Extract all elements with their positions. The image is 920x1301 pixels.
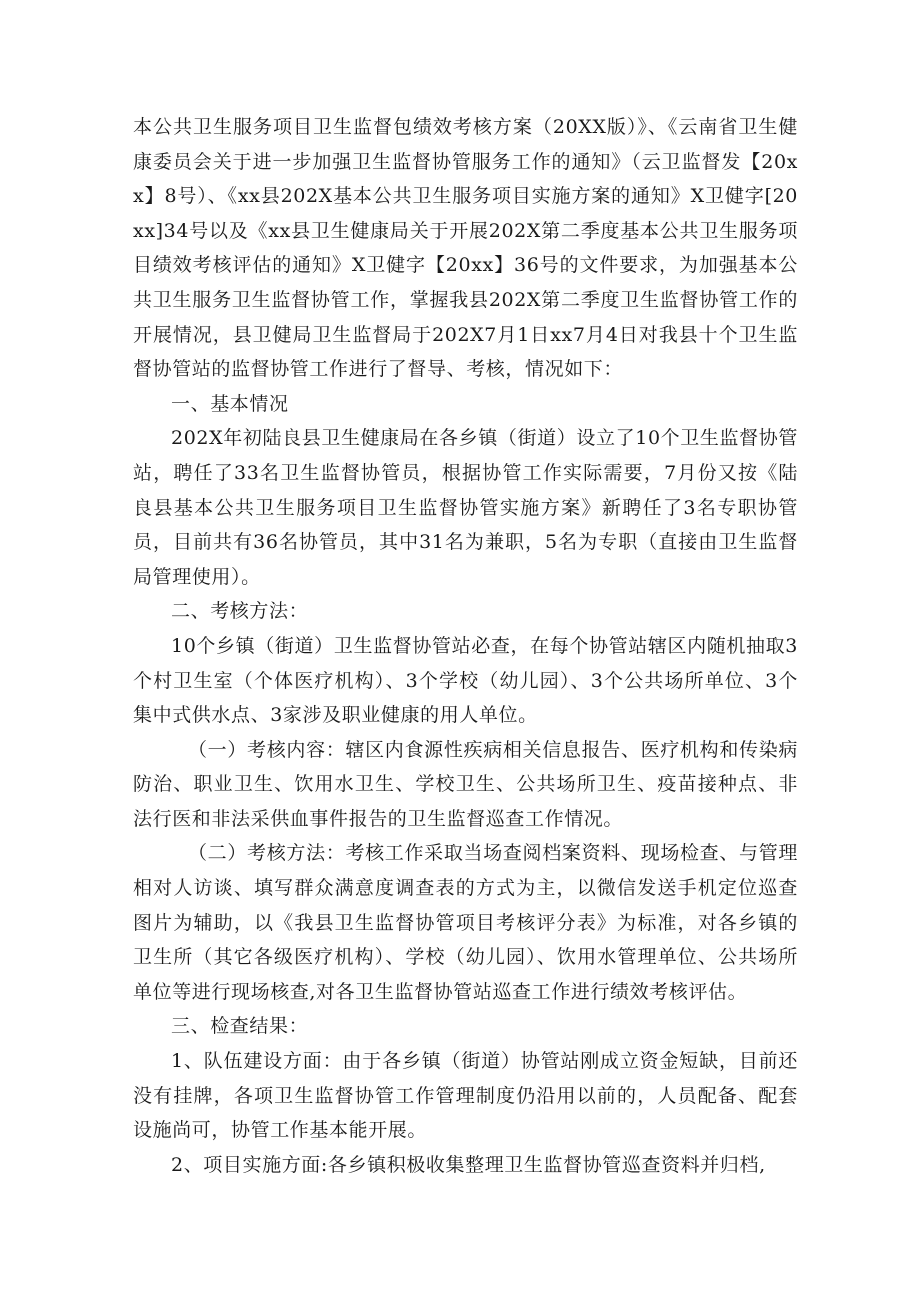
document-body <box>133 110 798 1182</box>
heading-inspection-results: 三、检查结果： <box>171 1015 309 1038</box>
heading-basic-situation: 一、基本情况 <box>171 392 289 415</box>
paragraph-intro: 本公共卫生服务项目卫生监督包绩效考核方案（20XX版）》、《云南省卫生健康委员会关于进一步加强卫生监督协管服务工作的通知》（云卫监督发【20xx】8号）、《xx县202X基本公共卫生服务项目实施方案的通知》X卫健字[20xx]34号以及《xx县卫生健康局关于开展202X第二季度基本公共卫生服务项目绩效考核评估的通知》X卫健字【20xx】36号的文件要求，为加强基本公共卫生服务卫生监督协管工作，掌握我县202X第二季度卫生监督协管工作的开展情况，县卫健局卫生监督局于202X7月1日xx7月4日对我县十个卫生监督协管站的监督协管工作进行了督导、考核，情况如下： <box>133 116 798 381</box>
paragraph-assessment-procedure: （二）考核方法：考核工作采取当场查阅档案资料、现场检查、与管理相对人访谈、填写群众满意度调查表的方式为主，以微信发送手机定位巡查图片为辅助，以《我县卫生监督协管项目考核评分表》为标准，对各乡镇的卫生所（其它各级医疗机构）、学校（幼儿园）、饮用水管理单位、公共场所单位等进行现场核查,对各卫生监督协管站巡查工作进行绩效考核评估。 <box>133 842 798 1003</box>
heading-assessment-method: 二、考核方法： <box>171 600 309 623</box>
paragraph-basic-situation: 202X年初陆良县卫生健康局在各乡镇（街道）设立了10个卫生监督协管站，聘任了33名卫生监督协管员，根据协管工作实际需要，7月份又按《陆良县基本公共卫生服务项目卫生监督协管实施方案》新聘任了3名专职协管员，目前共有36名协管员，其中31名为兼职，5名为专职（直接由卫生监督局管理使用）。 <box>133 427 798 588</box>
paragraph-assessment-scope: 10个乡镇（街道）卫生监督协管站必查，在每个协管站辖区内随机抽取3个村卫生室（个体医疗机构）、3个学校（幼儿园）、3个公共场所单位、3个集中式供水点、3家涉及职业健康的用人单位。 <box>133 634 798 727</box>
paragraph-assessment-content: （一）考核内容：辖区内食源性疾病相关信息报告、医疗机构和传染病防治、职业卫生、饮用水卫生、学校卫生、公共场所卫生、疫苗接种点、非法行医和非法采供血事件报告的卫生监督巡查工作情况。 <box>133 738 798 830</box>
paragraph-project-implementation: 2、项目实施方面:各乡镇积极收集整理卫生监督协管巡查资料并归档, <box>171 1153 766 1176</box>
paragraph-team-building: 1、队伍建设方面：由于各乡镇（街道）协管站刚成立资金短缺，目前还没有挂牌，各项卫生监督协管工作管理制度仍沿用以前的，人员配备、配套设施尚可，协管工作基本能开展。 <box>133 1050 798 1142</box>
